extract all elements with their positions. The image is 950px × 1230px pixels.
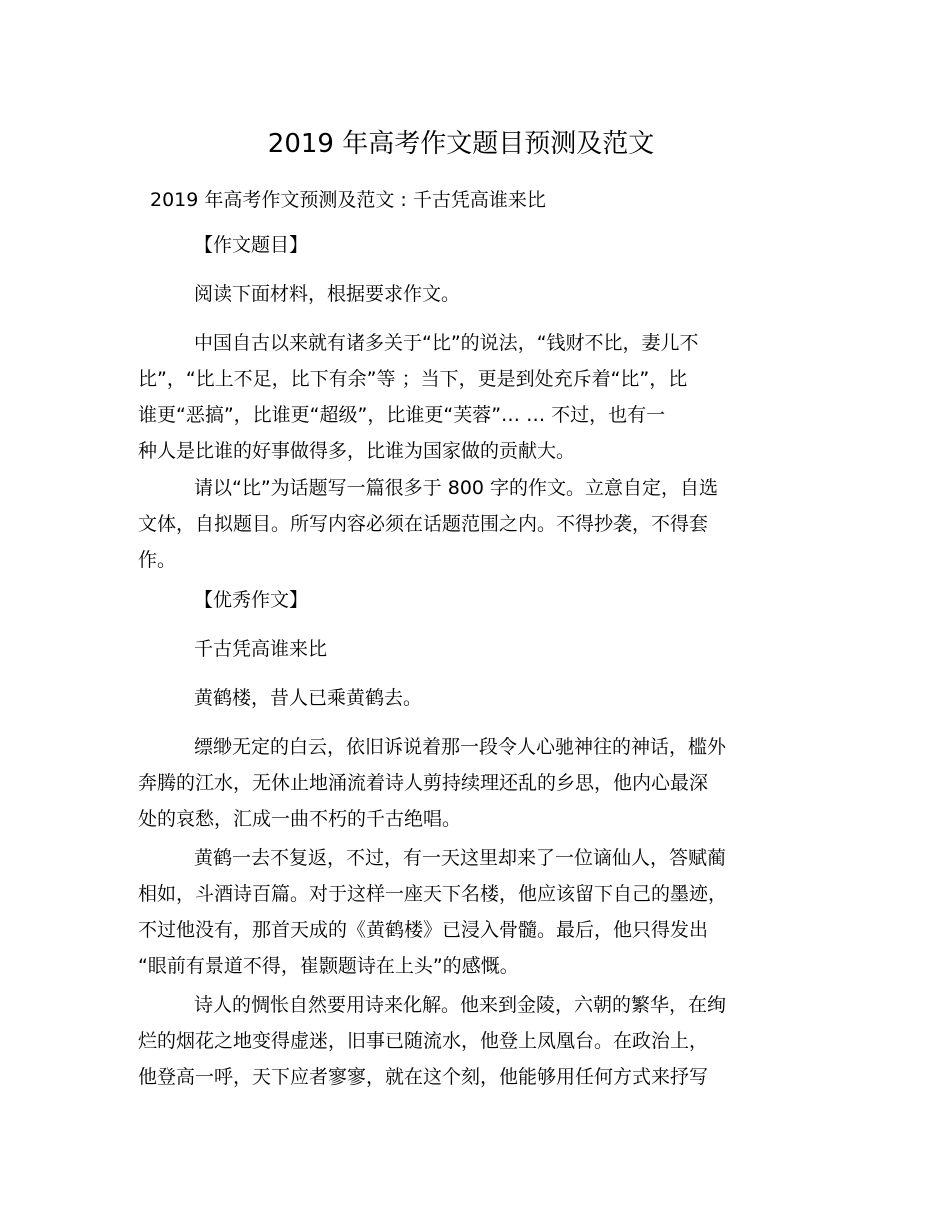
paragraph-essay-body bbox=[138, 729, 762, 837]
paragraph-essay-title bbox=[138, 631, 762, 667]
paragraph-instruction bbox=[138, 276, 762, 312]
paragraph-line: 【优秀作文】 bbox=[194, 589, 309, 611]
document-subtitle: 2019 年高考作文预测及范文 : 千古凭高谁来比 bbox=[150, 189, 546, 211]
paragraph-line: 黄鹤楼，昔人已乘黄鹤去。 bbox=[194, 687, 423, 709]
paragraph-line: 黄鹤一去不复返，不过，有一天这里却来了一位谪仙人，答赋蔺 bbox=[194, 847, 727, 869]
paragraph-line: 比”，“比上不足，比下有余”等 ；当下，更是到处充斥着“比”，比 bbox=[138, 368, 688, 390]
paragraph-line: 诗人的惆怅自然要用诗来化解。他来到金陵，六朝的繁华，在绚 bbox=[194, 994, 727, 1016]
paragraph-line: 处的哀愁，汇成一曲不朽的千古绝唱。 bbox=[138, 808, 462, 830]
paragraph-line: 谁更“恶搞”，比谁更“超级”，比谁更“芙蓉”… … 不过，也有一 bbox=[138, 404, 666, 426]
paragraph-essay-opening bbox=[138, 680, 762, 716]
paragraph-line: 请以“比”为话题写一篇很多于 800 字的作文。立意自定，自选 bbox=[194, 477, 719, 499]
paragraph-sample-essay-heading bbox=[138, 582, 762, 618]
paragraph-line: 缥缈无定的白云，依旧诉说着那一段令人心驰神往的神话，槛外 bbox=[194, 736, 727, 758]
paragraph-line: 中国自古以来就有诸多关于“比”的说法，“钱财不比，妻儿不 bbox=[194, 332, 699, 354]
document-title: 2019 年高考作文题目预测及范文 bbox=[267, 129, 655, 159]
paragraph-line: 阅读下面材料，根据要求作文。 bbox=[194, 283, 461, 305]
paragraph-line: 种人是比谁的好事做得多，比谁为国家做的贡献大。 bbox=[138, 440, 576, 462]
paragraph-line: 他登高一呼，天下应者寥寥，就在这个刻，他能够用任何方式来抒写 bbox=[138, 1066, 709, 1088]
paragraph-essay-prompt-heading bbox=[138, 227, 762, 263]
paragraph-line: “眼前有景道不得，崔颢题诗在上头”的感慨。 bbox=[138, 955, 519, 977]
paragraph-requirements bbox=[138, 470, 762, 578]
paragraph-line: 烂的烟花之地变得虚迷，旧事已随流水，他登上凤凰台。在政治上， bbox=[138, 1030, 709, 1052]
paragraph-essay-body bbox=[138, 840, 762, 984]
paragraph-essay-body bbox=[138, 987, 762, 1095]
paragraph-line: 奔腾的江水，无休止地涌流着诗人剪持续理还乱的乡思，他内心最深 bbox=[138, 772, 709, 794]
paragraph-line: 千古凭高谁来比 bbox=[194, 638, 328, 660]
paragraph-line: 相如，斗酒诗百篇。对于这样一座天下名楼，他应该留下自己的墨迹， bbox=[138, 883, 728, 905]
paragraph-line: 不过他没有，那首天成的《黄鹤楼》已浸入骨髓。最后，他只得发出 bbox=[138, 919, 709, 941]
paragraph-line: 作。 bbox=[138, 549, 177, 571]
paragraph-line: 【作文题目】 bbox=[194, 234, 309, 256]
paragraph-line: 文体，自拟题目。所写内容必须在话题范围之内。不得抄袭，不得套 bbox=[138, 513, 709, 535]
paragraph-material bbox=[138, 325, 762, 469]
